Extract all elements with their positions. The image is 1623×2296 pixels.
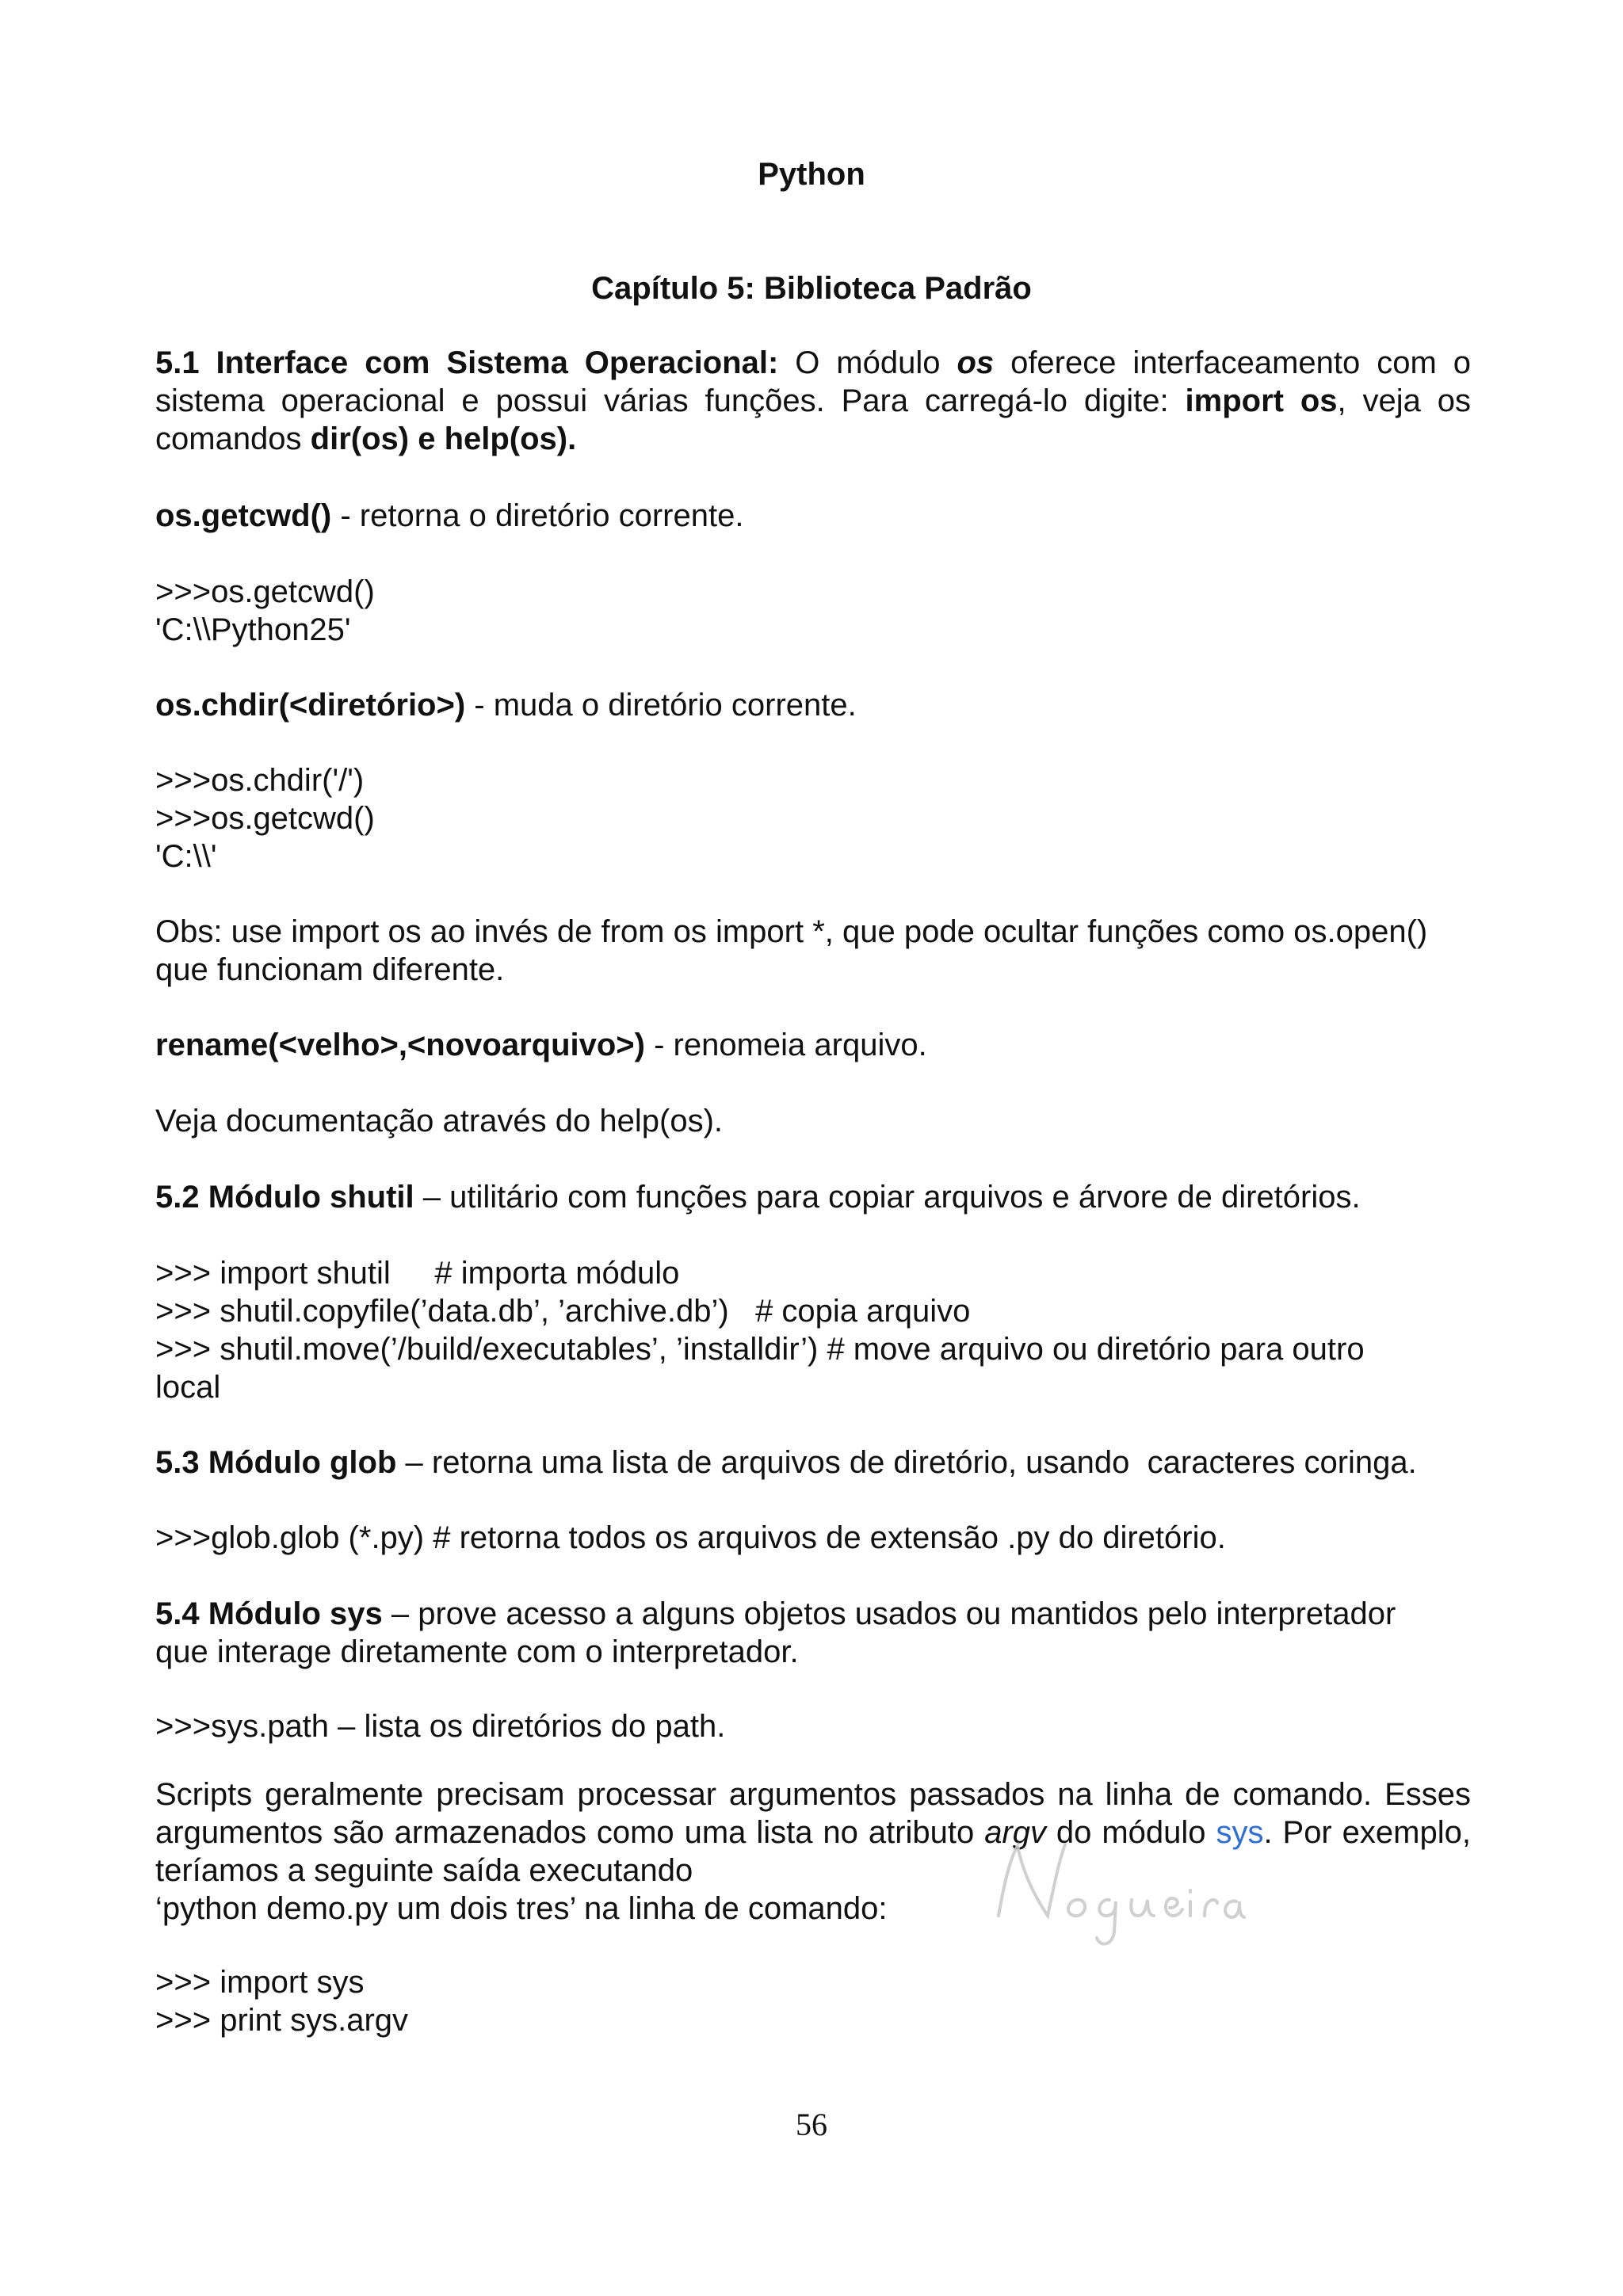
section-5-3-heading: 5.3 Módulo glob — [155, 1445, 397, 1480]
code-line: 'C:\\' — [155, 839, 217, 874]
section-5-1-paragraph: 5.1 Interface com Sistema Operacional: O módulo os oferece interfaceamento com o sistema operacional e possui várias funções. Para carregá-lo digite: import os, veja os comandos dir(os) e help(os). — [155, 345, 1471, 456]
getcwd-definition: os.getcwd() - retorna o diretório corrente. — [155, 498, 744, 533]
code-line: >>>glob.glob (*.py) # retorna todos os arquivos de extensão .py do diretório. — [155, 1520, 1226, 1555]
section-5-2-heading: 5.2 Módulo shutil — [155, 1180, 414, 1215]
code-line: >>> import shutil # importa módulo — [155, 1256, 680, 1291]
code-line: >>>os.getcwd() — [155, 574, 375, 609]
code-line: >>> shutil.move(’/build/executables’, ’installdir’) # move arquivo ou diretório para outro — [155, 1332, 1365, 1367]
code-line: 'C:\\Python25' — [155, 612, 351, 647]
scripts-paragraph: Scripts geralmente precisam processar argumentos passados na linha de comando. Esses argumentos são armazenados como uma lista no atributo argv do módulo sys. Por exemplo, teríamos a seguinte saída executando — [155, 1777, 1471, 1888]
code-line: >>> print sys.argv — [155, 2003, 409, 2038]
section-5-4-paragraph-cont: que interage diretamente com o interpretador. — [155, 1634, 799, 1669]
section-5-3-paragraph: 5.3 Módulo glob – retorna uma lista de arquivos de diretório, usando caracteres coringa. — [155, 1445, 1417, 1480]
chdir-definition: os.chdir(<diretório>) - muda o diretório corrente. — [155, 688, 857, 723]
section-5-1-heading: 5.1 Interface com Sistema Operacional: — [155, 345, 779, 380]
watermark-signature — [983, 1822, 1252, 1965]
page-number: 56 — [796, 2107, 827, 2142]
code-line: >>> shutil.copyfile(’data.db’, ’archive.db’) # copia arquivo — [155, 1294, 971, 1329]
running-header: Python — [758, 157, 865, 192]
code-line: >>>os.getcwd() — [155, 801, 375, 836]
code-line: local — [155, 1370, 221, 1405]
sys-link[interactable]: sys — [1216, 1815, 1264, 1850]
syspath-line: >>>sys.path – lista os diretórios do path. — [155, 1709, 726, 1744]
obs-note: Obs: use import os ao invés de from os import *, que pode ocultar funções como os.open() que funcionam diferente. — [155, 914, 1428, 987]
scripts-paragraph-cont: ‘python demo.py um dois tres’ na linha de comando: — [155, 1891, 888, 1926]
chapter-title: Capítulo 5: Biblioteca Padrão — [591, 271, 1032, 306]
section-5-2-paragraph: 5.2 Módulo shutil – utilitário com funções para copiar arquivos e árvore de diretórios. — [155, 1180, 1361, 1215]
code-line: >>> import sys — [155, 1965, 365, 2000]
rename-definition: rename(<velho>,<novoarquivo>) - renomeia arquivo. — [155, 1028, 927, 1062]
section-5-4-paragraph: 5.4 Módulo sys – prove acesso a alguns objetos usados ou mantidos pelo interpretador — [155, 1596, 1396, 1631]
section-5-4-heading: 5.4 Módulo sys — [155, 1596, 383, 1631]
code-line: >>>os.chdir('/') — [155, 763, 365, 798]
help-note: Veja documentação através do help(os). — [155, 1104, 723, 1138]
